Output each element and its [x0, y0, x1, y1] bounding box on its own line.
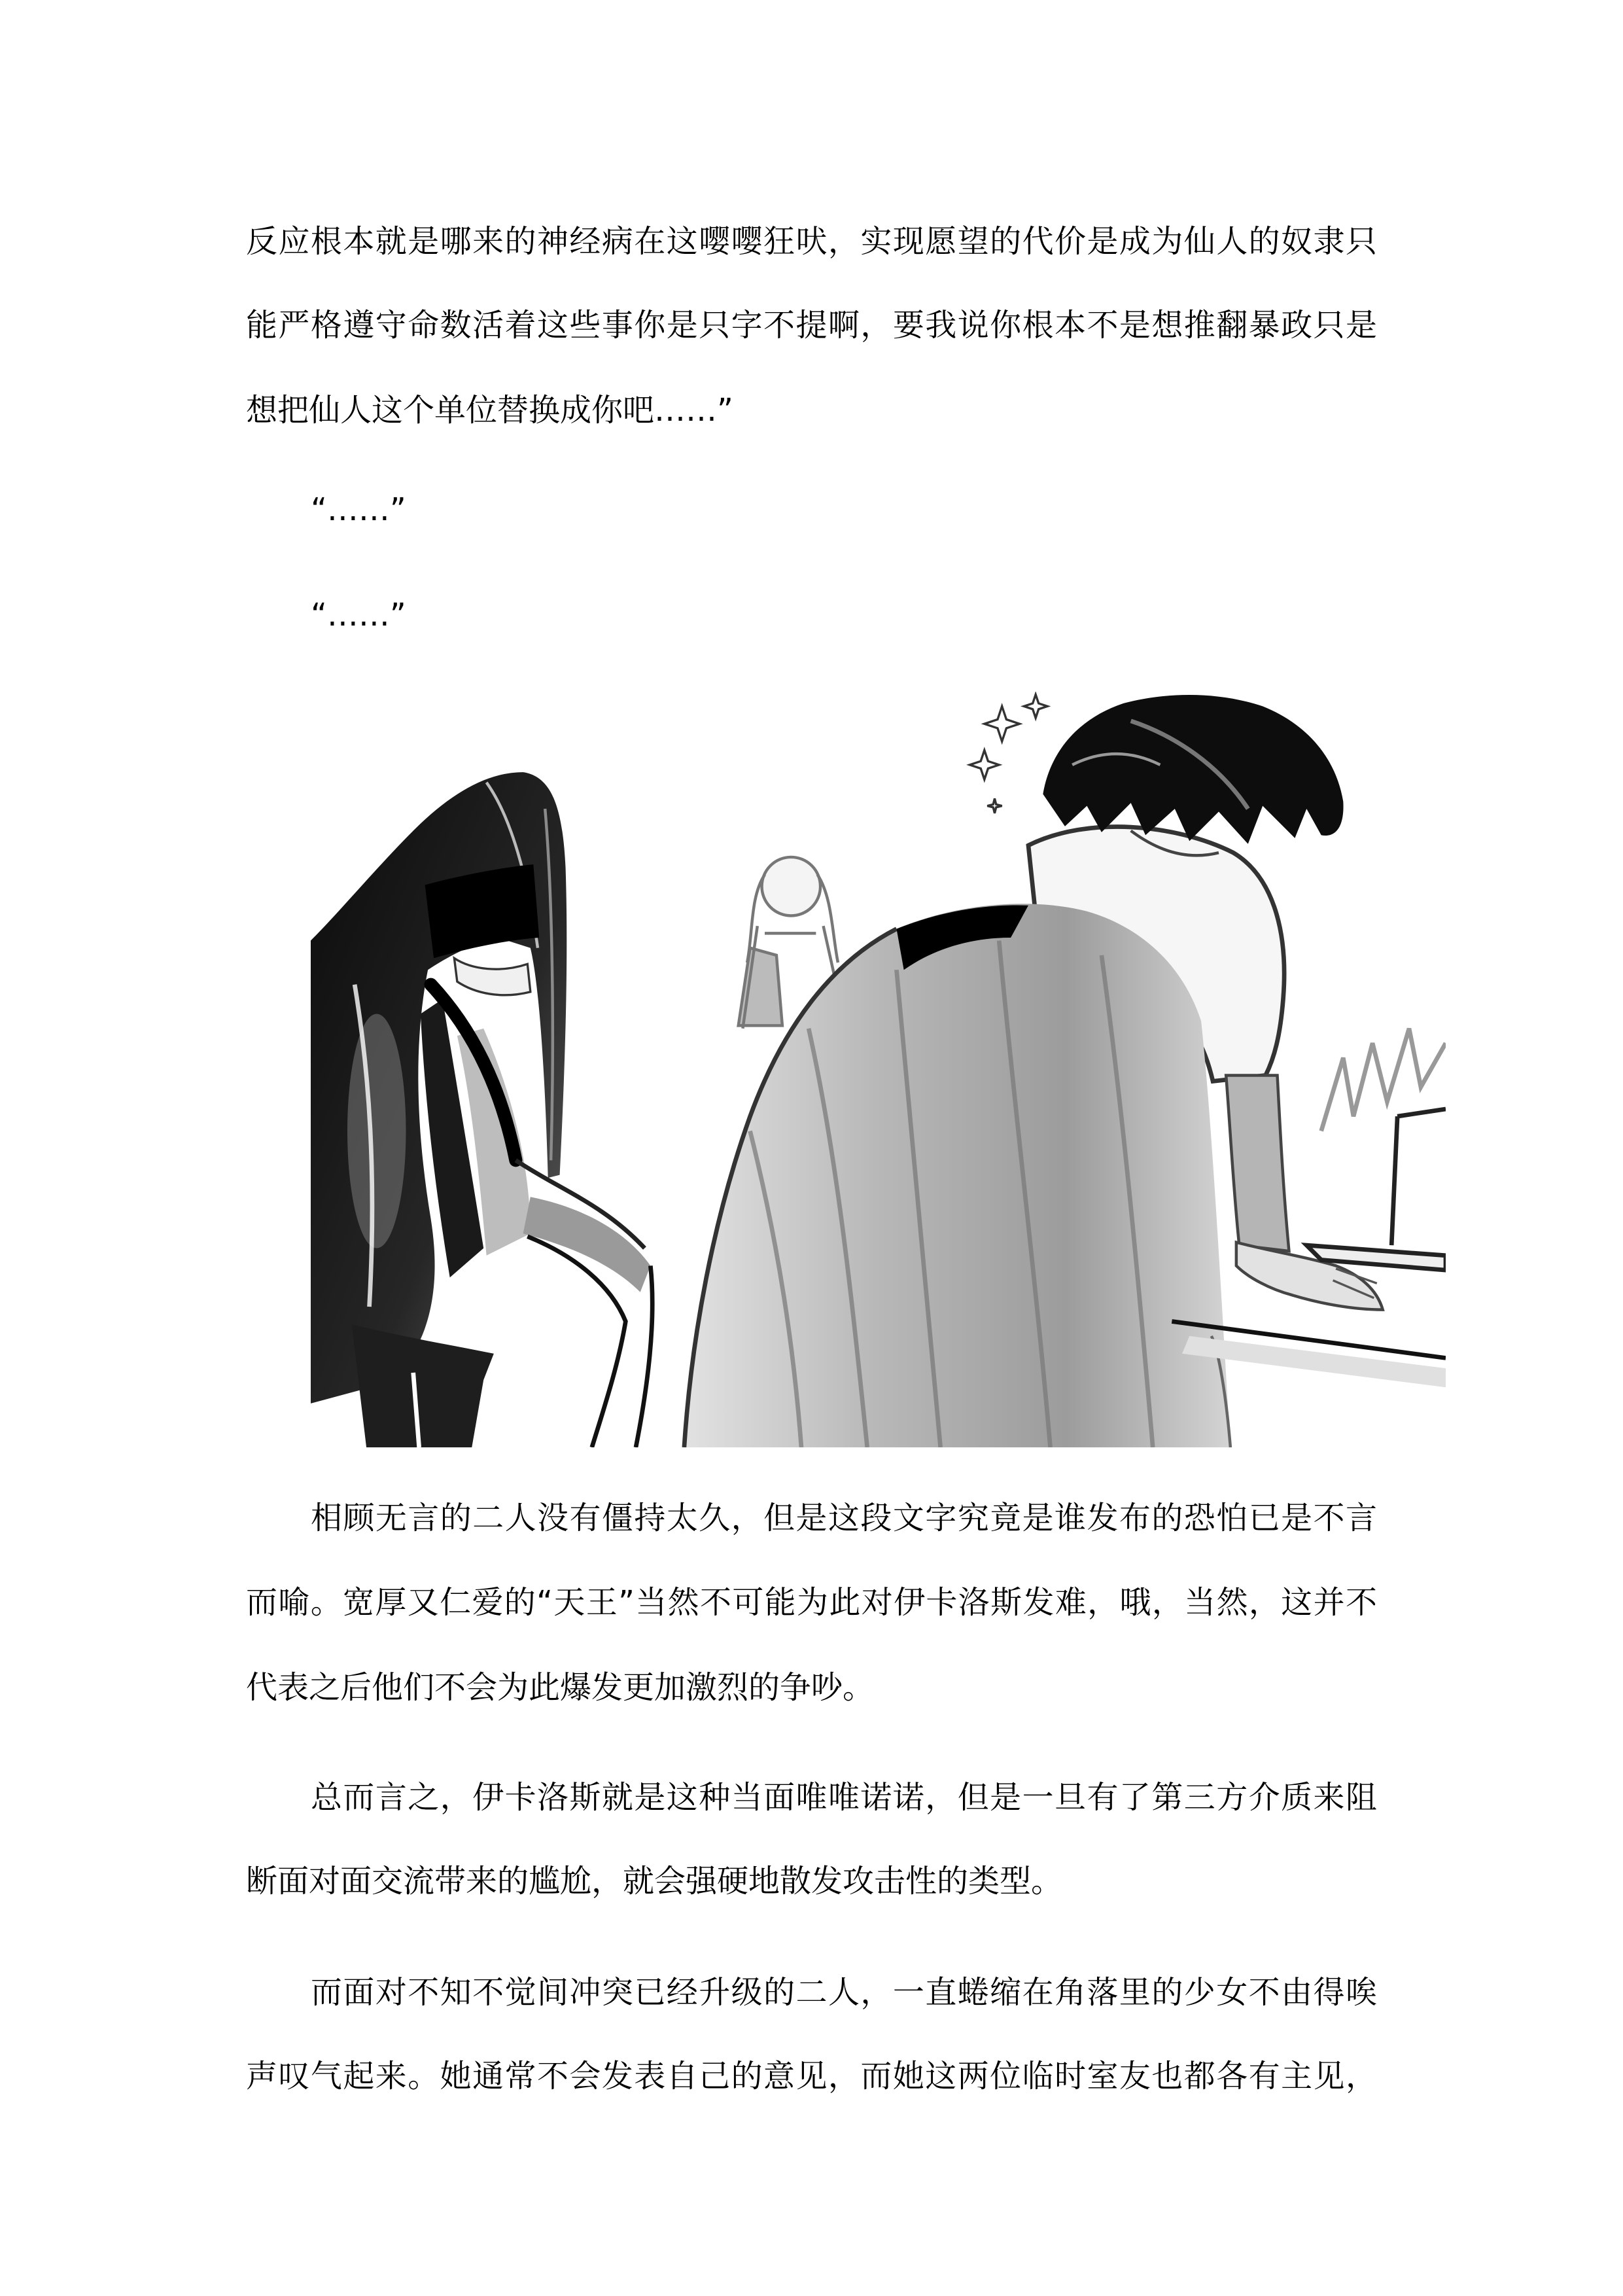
text-line: 想把仙人这个单位替换成你吧……”	[246, 392, 733, 429]
text-line: 而面对不知不觉间冲突已经升级的二人，一直蜷缩在角落里的少女不由得唉	[311, 1974, 1377, 2011]
text-line: 反应根本就是哪来的神经病在这嘤嘤狂吠，实现愿望的代价是成为仙人的奴隶只	[246, 223, 1377, 260]
text-line: 能严格遵守命数活着这些事你是只字不提啊，要我说你根本不是想推翻暴政只是	[246, 307, 1377, 344]
dialogue-ellipsis: “……”	[311, 597, 406, 633]
dialogue-ellipsis: “……”	[311, 491, 406, 528]
text-line: 相顾无言的二人没有僵持太久，但是这段文字究竟是谁发布的恐怕已是不言	[311, 1500, 1377, 1536]
illustration	[311, 692, 1446, 1447]
text-line: 代表之后他们不会为此爆发更加激烈的争吵。	[246, 1669, 875, 1706]
girl-head	[762, 857, 821, 916]
illustration-sketch	[311, 692, 1446, 1447]
text-line: 断面对面交流带来的尴尬，就会强硬地散发攻击性的类型。	[246, 1863, 1063, 1899]
text-line: 总而言之，伊卡洛斯就是这种当面唯唯诺诺，但是一旦有了第三方介质来阻	[311, 1779, 1377, 1816]
text-line: 声叹气起来。她通常不会发表自己的意见，而她这两位临时室友也都各有主见，	[246, 2058, 1377, 2094]
text-line: 而喻。宽厚又仁爱的“天王”当然不可能为此对伊卡洛斯发难，哦，当然，这并不	[246, 1584, 1377, 1621]
hair-shading	[347, 1014, 406, 1248]
